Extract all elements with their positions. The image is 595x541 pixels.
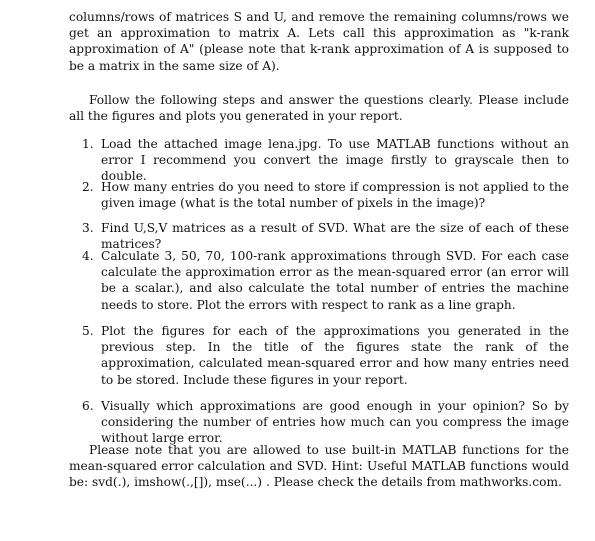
step-number: 6. [82,399,94,413]
step-item-2 [82,179,569,211]
step-text: Visually which approximations are good enough in your opinion? So by considering the number of entries how much can you compress the image without large error. [101,399,569,446]
step-text: How many entries do you need to store if compression is not applied to the given image (what is the total number of pixels in the image)? [101,180,569,211]
step-text: Calculate 3, 50, 70, 100-rank approximations through SVD. For each case calculate the approximation error as the mean-squared error (an error will be a scalar.), and also calculate the total number of entries the machine needs to store. Plot the errors with respect to rank as a line graph. [101,249,569,312]
intro-paragraph: columns/rows of matrices S and U, and remove the remaining columns/rows we get an approximation to matrix A. Lets call this approximation as "k-rank approximation of A" (please note that k-rank approximation of A is supposed to be a matrix in the same size of A). [69,10,569,73]
instructions-paragraph: Follow the following steps and answer the questions clearly. Please include all the figures and plots you generated in your report. [69,93,569,124]
step-text: Plot the figures for each of the approximations you generated in the previous step. In the title of the figures state the rank of the approximation, calculated mean-squared error and how many entries need to be stored. Include these figures in your report. [101,324,569,387]
step-text: Find U,S,V matrices as a result of SVD. What are the size of each of these matrices? [101,221,569,252]
step-number: 4. [82,249,94,263]
step-number: 1. [82,137,94,151]
closing-paragraph: Please note that you are allowed to use built-in MATLAB functions for the mean-squared error calculation and SVD. Hint: Useful MATLAB functions would be: svd(.), imshow(.,[]), mse(...) . Please check the details from mathworks.com. [69,443,569,490]
step-number: 3. [82,221,94,235]
step-item-5 [82,323,569,388]
step-item-6 [82,398,569,447]
step-item-4 [82,248,569,313]
step-item-1 [82,136,569,185]
step-text: Load the attached image lena.jpg. To use MATLAB functions without an error I recommend you convert the image firstly to grayscale then to double. [101,137,569,184]
step-number: 5. [82,324,94,338]
step-number: 2. [82,180,94,194]
